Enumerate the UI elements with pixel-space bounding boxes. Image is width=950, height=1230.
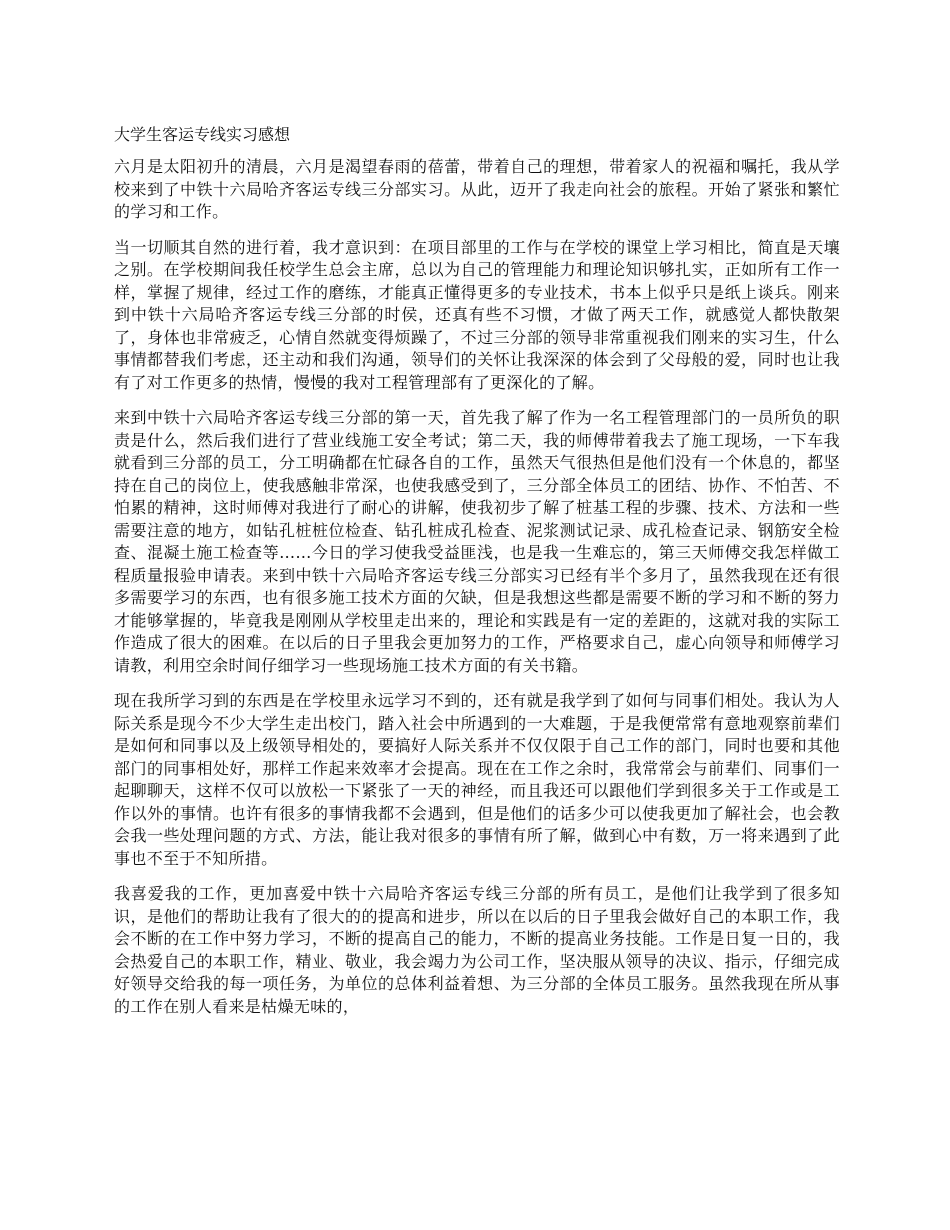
document-title: 大学生客运专线实习感想 xyxy=(114,125,291,144)
paragraph-4: 现在我所学习到的东西是在学校里永远学习不到的，还有就是我学到了如何与同事们相处。我认为人际关系是现今不少大学生走出校门，踏入社会中所遇到的一大难题，于是我便常常有意地观察前辈们是如何和同事以及上级领导相处的，要搞好人际关系并不仅仅限于自己工作的部门，同时也要和其他部门的同事相处好，那样工作起来效率才会提高。现在在工作之余时，我常常会与前辈们、同事们一起聊聊天，这样不仅可以放松一下紧张了一天的神经，而且我还可以跟他们学到很多关于工作或是工作以外的事情。也许有很多的事情我都不会遇到，但是他们的话多少可以使我更加了解社会，也会教会我一些处理问题的方式、方法，能让我对很多的事情有所了解，做到心中有数，万一将来遇到了此事也不至于不知所措。 xyxy=(114,691,840,868)
paragraph-2: 当一切顺其自然的进行着，我才意识到：在项目部里的工作与在学校的课堂上学习相比，简直是天壤之别。在学校期间我任校学生总会主席，总以为自己的管理能力和理论知识够扎实，正如所有工作一样，掌握了规律，经过工作的磨练，才能真正懂得更多的专业技术，书本上似乎只是纸上谈兵。刚来到中铁十六局哈齐客运专线三分部的时侯，还真有些不习惯，才做了两天工作，就感觉人都快散架了，身体也非常疲乏，心情自然就变得烦躁了，不过三分部的领导非常重视我们刚来的实习生，什么事情都替我们考虑，还主动和我们沟通，领导们的关怀让我深深的体会到了父母般的爱，同时也让我有了对工作更多的热情，慢慢的我对工程管理部有了更深化的了解。 xyxy=(114,237,840,392)
paragraph-1: 六月是太阳初升的清晨，六月是渴望春雨的蓓蕾，带着自己的理想，带着家人的祝福和嘱托，我从学校来到了中铁十六局哈齐客运专线三分部实习。从此，迈开了我走向社会的旅程。开始了紧张和繁忙的学习和工作。 xyxy=(114,157,840,221)
document-page xyxy=(114,124,840,1031)
paragraph-3: 来到中铁十六局哈齐客运专线三分部的第一天，首先我了解了作为一名工程管理部门的一员所负的职责是什么，然后我们进行了营业线施工安全考试；第二天，我的师傅带着我去了施工现场，一下车我就看到三分部的员工，分工明确都在忙碌各自的工作，虽然天气很热但是他们没有一个休息的，都坚持在自己的岗位上，使我感触非常深，也使我感受到了，三分部全体员工的团结、协作、不怕苦、不怕累的精神，这时师傅对我进行了耐心的讲解，使我初步了解了桩基工程的步骤、技术、方法和一些需要注意的地方，如钻孔桩桩位检查、钻孔桩成孔检查、泥浆测试记录、成孔检查记录、钢筋安全检查、混凝土施工检查等……今日的学习使我受益匪浅，也是我一生难忘的，第三天师傅交我怎样做工程质量报验申请表。来到中铁十六局哈齐客运专线三分部实习已经有半个多月了，虽然我现在还有很多需要学习的东西，也有很多施工技术方面的欠缺，但是我想这些都是需要不断的学习和不断的努力才能够掌握的，毕竟我是刚刚从学校里走出来的，理论和实践是有一定的差距的，这就对我的实际工作造成了很大的困难。在以后的日子里我会更加努力的工作，严格要求自己，虚心向领导和师傅学习请教，利用空余时间仔细学习一些现场施工技术方面的有关书籍。 xyxy=(114,408,840,675)
paragraph-5: 我喜爱我的工作，更加喜爱中铁十六局哈齐客运专线三分部的所有员工，是他们让我学到了很多知识，是他们的帮助让我有了很大的的提高和进步，所以在以后的日子里我会做好自己的本职工作，我会不断的在工作中努力学习，不断的提高自己的能力，不断的提高业务技能。工作是日复一日的，我会热爱自己的本职工作，精业、敬业，我会竭力为公司工作，坚决服从领导的决议、指示，仔细完成好领导交给我的每一项任务，为单位的总体利益着想、为三分部的全体员工服务。虽然我现在所从事的工作在别人看来是枯燥无味的， xyxy=(114,884,840,1016)
